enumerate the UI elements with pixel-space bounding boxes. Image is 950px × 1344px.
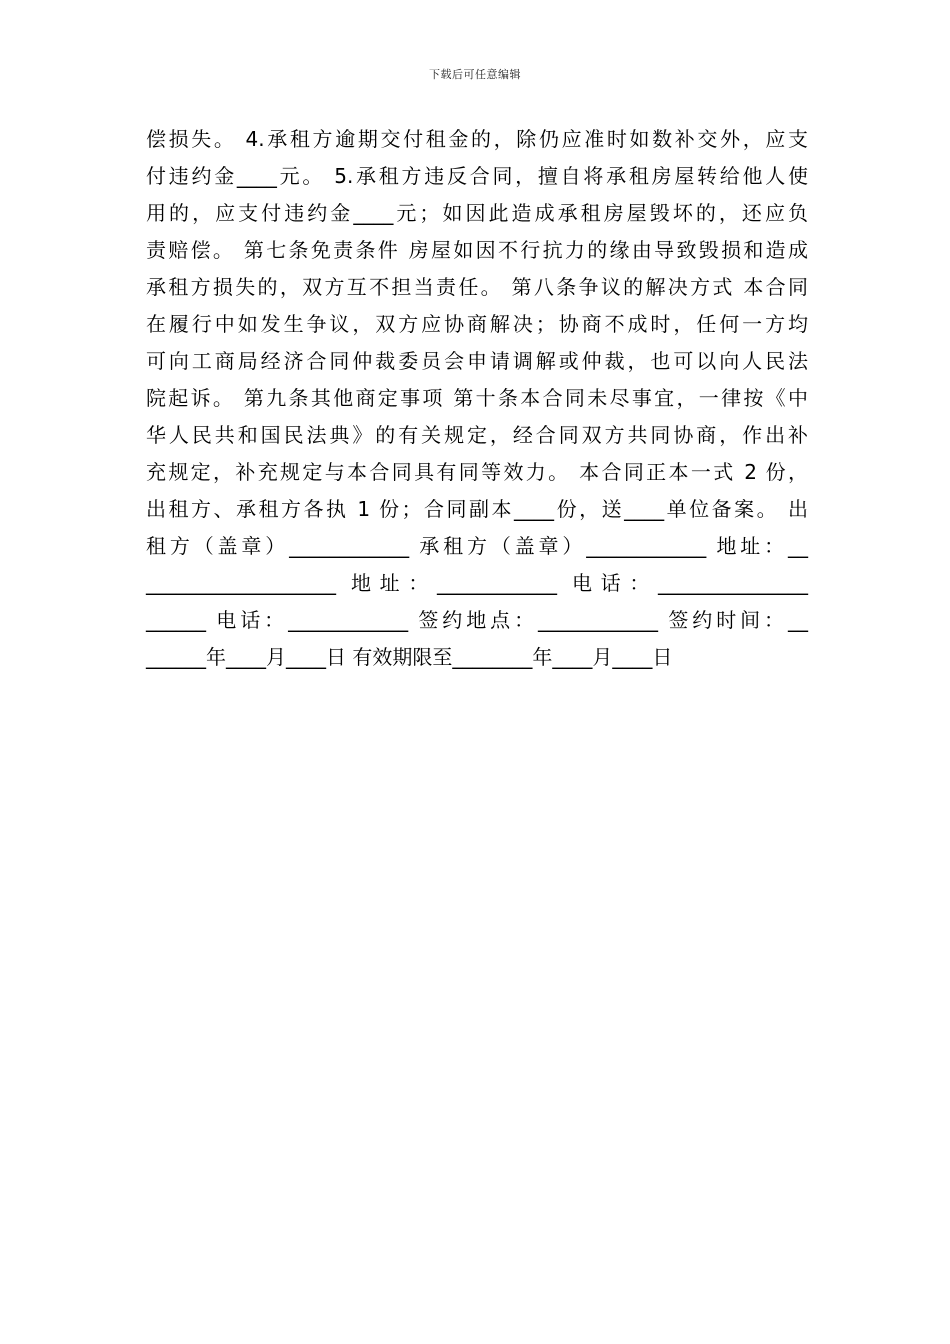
text-line: 充规定，补充规定与本合同具有同等效力。 本合同正本一式 2 份， xyxy=(146,460,808,484)
text-line: 付违约金____元。 5.承租方违反合同，擅自将承租房屋转给他人使 xyxy=(146,164,808,188)
text-line: 偿损失。 4.承租方逾期交付租金的，除仍应准时如数补交外，应支 xyxy=(146,127,808,151)
text-line: ______ 电话：____________ 签约地点：____________ 签约时间：__ xyxy=(146,608,808,632)
text-line: 用的，应支付违约金____元；如因此造成承租房屋毁坏的，还应负 xyxy=(146,201,808,225)
page-header: 下载后可任意编辑 xyxy=(429,68,521,81)
text-line: ___________________ 地址：____________ 电话：_______________ xyxy=(146,571,808,595)
contract-body xyxy=(146,121,808,676)
text-line: 可向工商局经济合同仲裁委员会申请调解或仲裁，也可以向人民法 xyxy=(146,349,808,373)
text-line: 租方（盖章）____________ 承租方（盖章）____________ 地址：__ xyxy=(146,534,808,558)
text-line: 承租方损失的，双方互不担当责任。 第八条争议的解决方式 本合同 xyxy=(146,275,808,299)
text-line: 在履行中如发生争议，双方应协商解决；协商不成时，任何一方均 xyxy=(146,312,808,336)
text-line: ______年____月____日 有效期限至________年____月____日 xyxy=(146,645,673,669)
text-line: 院起诉。 第九条其他商定事项 第十条本合同未尽事宜，一律按《中 xyxy=(146,386,808,410)
text-line: 责赔偿。 第七条免责条件 房屋如因不行抗力的缘由导致毁损和造成 xyxy=(146,238,808,262)
text-line: 出租方、承租方各执 1 份；合同副本____份，送____单位备案。 出 xyxy=(146,497,808,521)
text-line: 华人民共和国民法典》的有关规定，经合同双方共同协商，作出补 xyxy=(146,423,808,447)
